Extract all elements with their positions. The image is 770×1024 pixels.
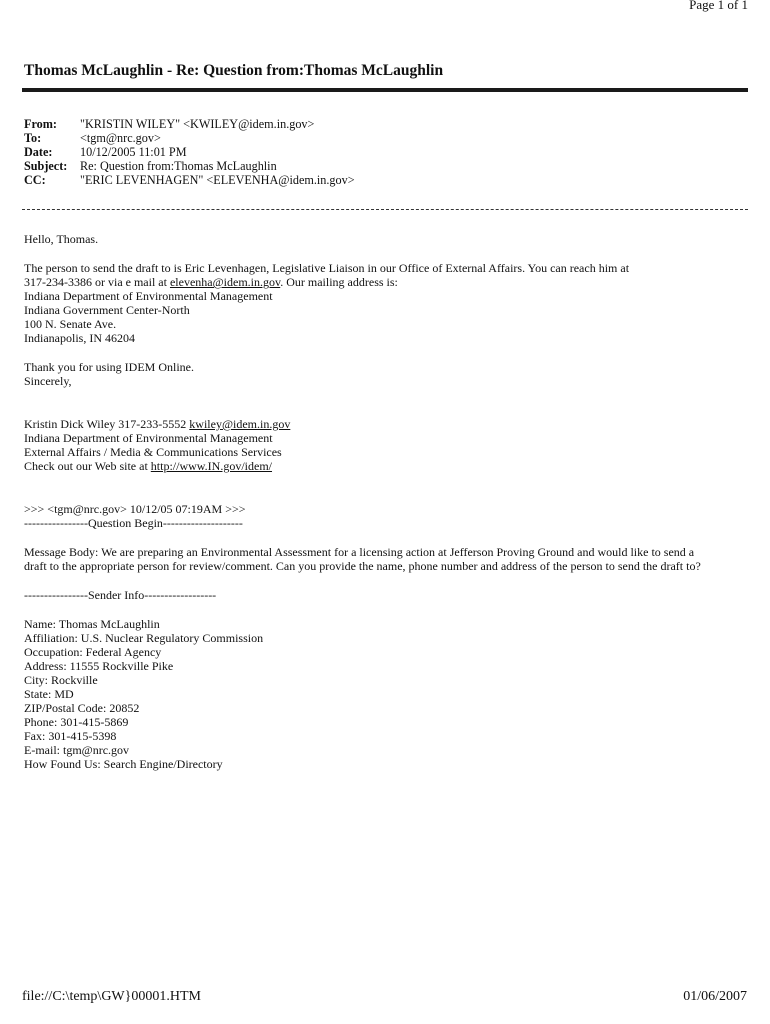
cc-value: "ERIC LEVENHAGEN" <ELEVENHA@idem.in.gov> xyxy=(80,173,355,187)
question-begin-line: ----------------Question Begin-------------------- xyxy=(24,516,243,530)
signature-line: Indiana Department of Environmental Management xyxy=(24,431,273,445)
thanks-block xyxy=(24,360,194,388)
header-from xyxy=(24,117,355,131)
sender-details xyxy=(24,617,263,771)
message-body xyxy=(24,545,701,573)
greeting: Hello, Thomas. xyxy=(24,232,99,246)
closing-line: Sincerely, xyxy=(24,374,72,388)
sender-phone: Phone: 301-415-5869 xyxy=(24,715,129,729)
from-value: "KRISTIN WILEY" <KWILEY@idem.in.gov> xyxy=(80,117,315,131)
address-line: Indiana Department of Environmental Management xyxy=(24,289,273,303)
sender-address: Address: 11555 Rockville Pike xyxy=(24,659,174,673)
sender-state: State: MD xyxy=(24,687,74,701)
message-line: Message Body: We are preparing an Environmental Assessment for a licensing action at Jefferson Proving Ground and would like to send a xyxy=(24,545,695,559)
title-rule xyxy=(22,88,748,92)
cc-label: CC: xyxy=(24,173,46,187)
sender-city: City: Rockville xyxy=(24,673,98,687)
message-line: draft to the appropriate person for review/comment. Can you provide the name, phone number and address of the person to send the draft to? xyxy=(24,559,701,573)
quoted-header xyxy=(24,502,246,530)
body-text: . Our mailing address is: xyxy=(280,275,398,289)
sender-name: Name: Thomas McLaughlin xyxy=(24,617,160,631)
body-text: 317-234-3386 or via e mail at xyxy=(24,275,170,289)
contact-email-link[interactable]: elevenha@idem.in.gov xyxy=(169,275,281,289)
footer-date: 01/06/2007 xyxy=(683,989,747,1004)
header-subject xyxy=(24,159,355,173)
sender-email: E-mail: tgm@nrc.gov xyxy=(24,743,130,757)
quote-header-line: >>> <tgm@nrc.gov> 10/12/05 07:19AM >>> xyxy=(24,502,246,516)
header-to xyxy=(24,131,355,145)
body-line: The person to send the draft to is Eric Levenhagen, Legislative Liaison in our Office of External Affairs. You can reach him at xyxy=(24,261,630,275)
address-line: 100 N. Senate Ave. xyxy=(24,317,117,331)
sender-fax: Fax: 301-415-5398 xyxy=(24,729,117,743)
thanks-line: Thank you for using IDEM Online. xyxy=(24,360,194,374)
signature-email-link[interactable]: kwiley@idem.in.gov xyxy=(189,417,291,431)
header-divider xyxy=(22,209,748,210)
sender-how-found: How Found Us: Search Engine/Directory xyxy=(24,757,223,771)
header-cc xyxy=(24,173,355,187)
to-value: <tgm@nrc.gov> xyxy=(80,131,161,145)
body-line xyxy=(24,275,629,289)
page-number: Page 1 of 1 xyxy=(689,0,748,12)
signature-block xyxy=(24,417,290,473)
footer-file-path: file://C:\temp\GW}00001.HTM xyxy=(22,989,201,1004)
website-link[interactable]: http://www.IN.gov/idem/ xyxy=(150,459,273,473)
sender-occupation: Occupation: Federal Agency xyxy=(24,645,162,659)
sender-info-divider: ----------------Sender Info------------------ xyxy=(24,588,217,602)
body-paragraph xyxy=(24,261,629,345)
signature-text: Kristin Dick Wiley 317-233-5552 xyxy=(24,417,190,431)
signature-line: External Affairs / Media & Communications Services xyxy=(24,445,282,459)
email-headers xyxy=(24,117,355,187)
from-label: From: xyxy=(24,117,57,131)
address-line: Indiana Government Center-North xyxy=(24,303,190,317)
sender-zip: ZIP/Postal Code: 20852 xyxy=(24,701,140,715)
address-line: Indianapolis, IN 46204 xyxy=(24,331,135,345)
sender-affiliation: Affiliation: U.S. Nuclear Regulatory Commission xyxy=(24,631,264,645)
signature-line xyxy=(24,417,290,431)
signature-line xyxy=(24,459,290,473)
signature-text: Check out our Web site at xyxy=(24,459,151,473)
header-date xyxy=(24,145,355,159)
date-label: Date: xyxy=(24,145,53,159)
email-title: Thomas McLaughlin - Re: Question from:Thomas McLaughlin xyxy=(24,62,444,79)
subject-value: Re: Question from:Thomas McLaughlin xyxy=(80,159,277,173)
subject-label: Subject: xyxy=(24,159,68,173)
date-value: 10/12/2005 11:01 PM xyxy=(80,145,187,159)
to-label: To: xyxy=(24,131,42,145)
